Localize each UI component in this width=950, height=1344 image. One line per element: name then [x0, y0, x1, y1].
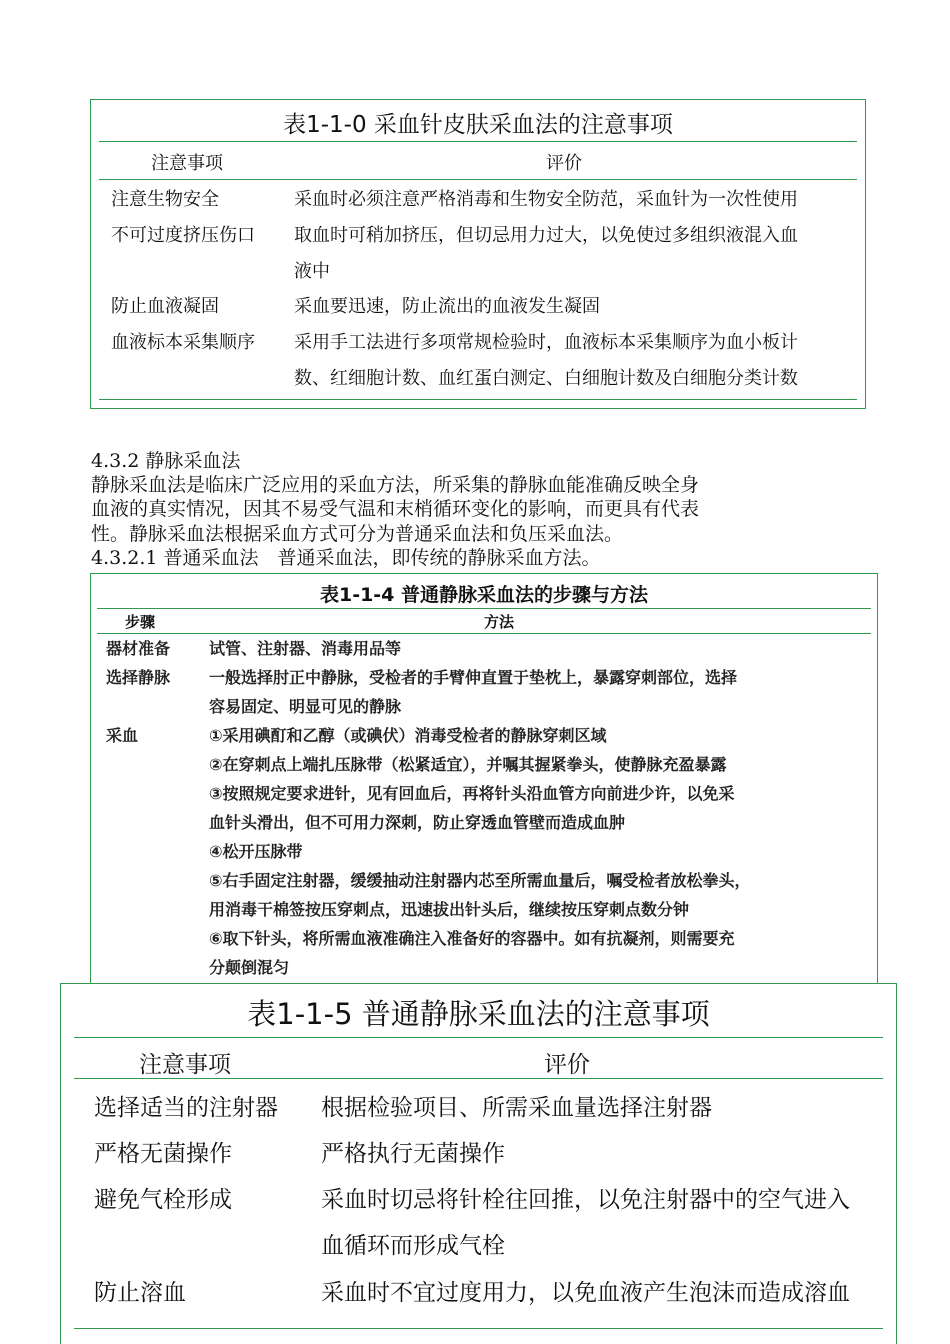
text-line: ②在穿刺点上端扎压脉带（松紧适宜），并嘱其握紧拳头，使静脉充盈暴露: [209, 755, 727, 774]
text-line: 分颠倒混匀: [209, 958, 290, 977]
column-header-method: 方法: [484, 613, 515, 631]
text-line: 采用手工法进行多项常规检验时，血液标本采集顺序为血小板计: [294, 332, 798, 353]
text-line: ③按照规定要求进针，见有回血后，再将针头沿血管方向前进少许，以免采: [209, 784, 735, 803]
table-rule: [99, 141, 857, 142]
section-heading: 4.3.2 静脉采血法: [91, 450, 241, 472]
row-item: 严格无菌操作: [94, 1141, 232, 1167]
row-item: 选择适当的注射器: [94, 1095, 278, 1121]
row-evaluation: [321, 1085, 712, 1131]
table-rule: [74, 1078, 883, 1079]
text-line: 试管、注射器、消毒用品等: [209, 639, 402, 658]
text-line: 一般选择肘正中静脉，受检者的手臂伸直置于垫枕上，暴露穿刺部位，选择: [209, 668, 738, 687]
table-title: 表1-1-5 普通静脉采血法的注意事项: [247, 997, 710, 1031]
text-line: ①采用碘酊和乙醇（或碘伏）消毒受检者的静脉穿刺区域: [209, 726, 607, 745]
text-line: 严格执行无菌操作: [321, 1141, 505, 1167]
row-evaluation: [294, 325, 798, 397]
text-line: ⑤右手固定注射器，缓缓抽动注射器内芯至所需血量后，嘱受检者放松拳头，: [209, 871, 751, 890]
text-line: 采血时切忌将针栓往回推，以免注射器中的空气进入: [321, 1187, 850, 1213]
table-venipuncture-steps: [90, 573, 878, 993]
row-item: 防止溶血: [94, 1280, 186, 1306]
paragraph-line: 静脉采血法是临床广泛应用的采血方法，所采集的静脉血能准确反映全身: [91, 474, 700, 496]
row-step: 采血: [106, 726, 139, 745]
row-evaluation: [294, 182, 798, 218]
row-method: [209, 663, 737, 721]
table-rule: [74, 1037, 883, 1038]
table-rule: [74, 1328, 883, 1329]
text-line: 血循环而形成气栓: [321, 1233, 505, 1259]
text-line: 采血要迅速，防止流出的血液发生凝固: [294, 296, 600, 317]
table-venipuncture-precautions: [60, 983, 897, 1344]
row-method: [209, 634, 401, 663]
table-skin-puncture-precautions: [90, 99, 866, 409]
row-evaluation: [294, 218, 798, 290]
table-rule: [99, 399, 857, 400]
text-line: 采血时不宜过度用力，以免血液产生泡沫而造成溶血: [321, 1280, 850, 1306]
row-evaluation: [294, 289, 600, 325]
column-header-item: 注意事项: [151, 153, 223, 174]
paragraph-line: 性。静脉采血法根据采血方式可分为普通采血法和负压采血法。: [91, 523, 624, 545]
row-item: 防止血液凝固: [111, 296, 219, 317]
row-evaluation: [321, 1270, 850, 1316]
paragraph-line: 血液的真实情况，因其不易受气温和末梢循环变化的影响，而更具有代表: [91, 498, 700, 520]
row-step: 器材准备: [106, 639, 171, 658]
row-item: 避免气栓形成: [94, 1187, 232, 1213]
text-line: 容易固定、明显可见的静脉: [209, 697, 402, 716]
subsection-heading: 4.3.2.1 普通采血法 普通采血法，即传统的静脉采血方法。: [91, 547, 601, 569]
text-line: 取血时可稍加挤压，但切忌用力过大，以免使过多组织液混入血: [294, 225, 798, 246]
row-item: 不可过度挤压伤口: [111, 225, 255, 246]
table-rule: [99, 179, 857, 180]
column-header-item: 注意事项: [139, 1052, 231, 1078]
text-line: ⑥取下针头，将所需血液准确注入准备好的容器中。如有抗凝剂，则需要充: [209, 929, 735, 948]
table-title: 表1-1-4 普通静脉采血法的步骤与方法: [319, 584, 649, 606]
text-line: 用消毒干棉签按压穿刺点，迅速拔出针头后，继续按压穿刺点数分钟: [209, 900, 690, 919]
table-title: 表1-1-0 采血针皮肤采血法的注意事项: [283, 112, 673, 138]
row-step: 选择静脉: [106, 668, 171, 687]
text-line: 血针头滑出，但不可用力深刺，防止穿透血管壁而造成血肿: [209, 813, 626, 832]
table-rule: [97, 608, 871, 609]
text-line: 数、红细胞计数、血红蛋白测定、白细胞计数及白细胞分类计数: [294, 368, 798, 389]
row-item: 注意生物安全: [111, 189, 219, 210]
row-method: [209, 721, 751, 982]
row-item: 血液标本采集顺序: [111, 332, 255, 353]
text-line: 液中: [294, 261, 330, 282]
text-line: 根据检验项目、所需采血量选择注射器: [321, 1095, 712, 1121]
column-header-step: 步骤: [125, 613, 156, 631]
text-line: ④松开压脉带: [209, 842, 303, 861]
text-line: 采血时必须注意严格消毒和生物安全防范，采血针为一次性使用: [294, 189, 798, 210]
row-evaluation: [321, 1131, 505, 1177]
column-header-evaluation: 评价: [544, 1052, 590, 1078]
column-header-evaluation: 评价: [546, 153, 582, 174]
row-evaluation: [321, 1177, 850, 1269]
